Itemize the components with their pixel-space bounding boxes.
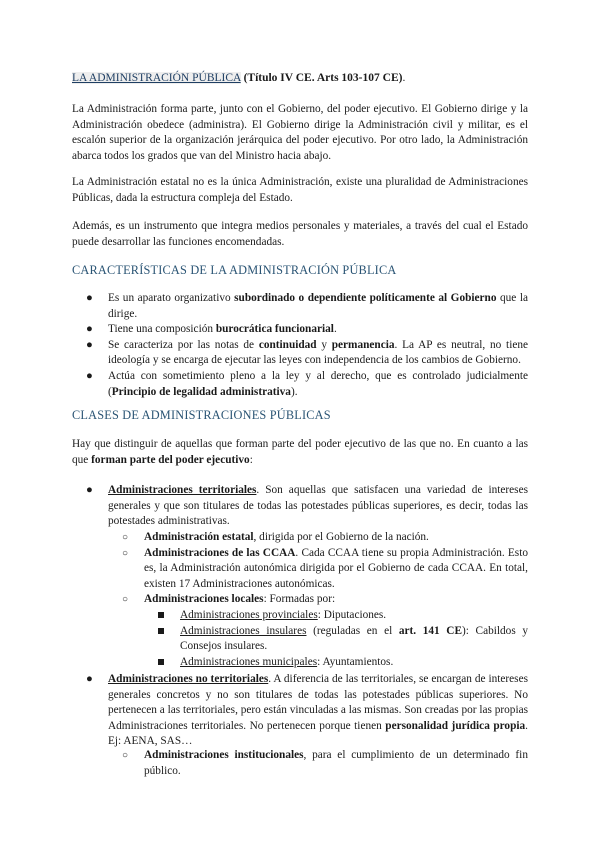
circle-bullet-icon: ○ <box>122 750 129 761</box>
section-heading-clases: CLASES DE ADMINISTRACIONES PÚBLICAS <box>72 408 331 422</box>
list-item-territoriales: ● Administraciones territoriales. Son aquellas que satisfacen una variedad de intereses generales y que son titulares de todas las potestades públicas superiores, es decir, todas las potestades administrativas. <box>86 484 528 528</box>
intro-paragraph-2: La Administración estatal no es la única Administración, existe una pluralidad de Administraciones Públicas, dada la estructura compleja del Estado. <box>72 176 528 204</box>
intro-paragraph-3: Además, es un instrumento que integra medios personales y materiales, a través del cual el Estado puede desarrollar las funciones encomendadas. <box>72 220 528 248</box>
square-bullet-icon <box>158 659 164 665</box>
section-heading-caracteristicas: CARACTERÍSTICAS DE LA ADMINISTRACIÓN PÚBLICA <box>72 263 397 277</box>
square-bullet-icon <box>158 628 164 634</box>
list-item-provinciales: Administraciones provinciales: Diputaciones. <box>144 608 528 624</box>
bullet-icon: ● <box>86 323 93 336</box>
clases-intro: Hay que distinguir de aquellas que forman parte del poder ejecutivo de las que no. En cuanto a las que forman parte del poder ejecutivo: <box>72 438 528 466</box>
title-main: LA ADMINISTRACIÓN PÚBLICA <box>72 72 241 84</box>
circle-bullet-icon: ○ <box>122 547 129 559</box>
clases-list-no-territoriales <box>72 672 528 750</box>
bullet-icon: ● <box>86 292 93 304</box>
list-item: ● Actúa con sometimiento pleno a la ley y al derecho, que es controlado judicialmente (Principio de legalidad administrativa). <box>86 369 528 398</box>
document-title: LA ADMINISTRACIÓN PÚBLICA (Título IV CE. Arts 103-107 CE). <box>72 72 406 84</box>
list-item: ● Es un aparato organizativo subordinado o dependiente políticamente al Gobierno que la dirige. <box>86 292 528 320</box>
bullet-icon: ● <box>86 484 93 496</box>
list-item-insulares: Administraciones insulares (reguladas en el art. 141 CE): Cabildos y Consejos insulares. <box>144 624 528 655</box>
circle-bullet-icon: ○ <box>122 532 129 543</box>
bullet-icon: ● <box>86 673 93 685</box>
clases-list-territoriales <box>72 483 528 530</box>
title-reference: (Título IV CE. Arts 103-107 CE) <box>243 72 403 84</box>
locales-sublist <box>144 608 528 670</box>
list-item-no-territoriales: ● Administraciones no territoriales. A diferencia de las territoriales, se encargan de intereses generales concretos y no son titulares de todas las potestades públicas superiores. No pertenecen a las territoriales, pero están vinculadas a las mismas. Son creadas por las propias Administraciones territoriales. No pertenecen porque tienen personalidad jurídica propia. Ej: AENA, SAS… <box>86 673 528 748</box>
circle-bullet-icon: ○ <box>122 594 129 606</box>
list-item: ● Tiene una composición burocrática funcionarial. <box>72 322 528 338</box>
list-item: ● Se caracteriza por las notas de continuidad y permanencia. La AP es neutral, no tiene ideología y se encarga de ejecutar las leyes con independencia de los cambios de Gobierno. <box>86 338 529 367</box>
caracteristicas-list <box>72 291 528 400</box>
territoriales-sublist <box>72 530 528 670</box>
bullet-icon: ● <box>86 369 93 382</box>
list-item-estatal: ○ Administración estatal, dirigida por el Gobierno de la nación. <box>108 530 528 546</box>
bullet-icon: ● <box>86 338 93 351</box>
square-bullet-icon <box>158 612 164 618</box>
list-item-ccaa: ○ Administraciones de las CCAA. Cada CCAA tiene su propia Administración. Esto es, la Administración autonómica dirigida por el Gobierno de cada CCAA. En total, existen 17 Administraciones autonómicas. <box>122 546 528 590</box>
intro-paragraph-1: La Administración forma parte, junto con el Gobierno, del poder ejecutivo. El Gobierno dirige y la Administración obedece (administra). El Gobierno dirige la Administración civil y militar, es el escalón superior de la organización jerárquica del poder ejecutivo. Por otro lado, la Administración abarca todos los grados que van del Ministro hacia abajo. <box>72 103 528 162</box>
no-territoriales-sublist <box>72 748 528 779</box>
list-item-locales: ○ Administraciones locales: Formadas por: Administraciones provinciales: Diputaciones. Administraciones insulares (reguladas en el art. 141 CE): Cabildos y Consejos insulares. Administraciones municipales: Ayuntamientos. <box>108 592 528 670</box>
list-item-municipales: Administraciones municipales: Ayuntamientos. <box>144 655 528 671</box>
list-item-institucionales: ○ Administraciones institucionales, para el cumplimiento de un determinado fin público. <box>122 749 528 777</box>
